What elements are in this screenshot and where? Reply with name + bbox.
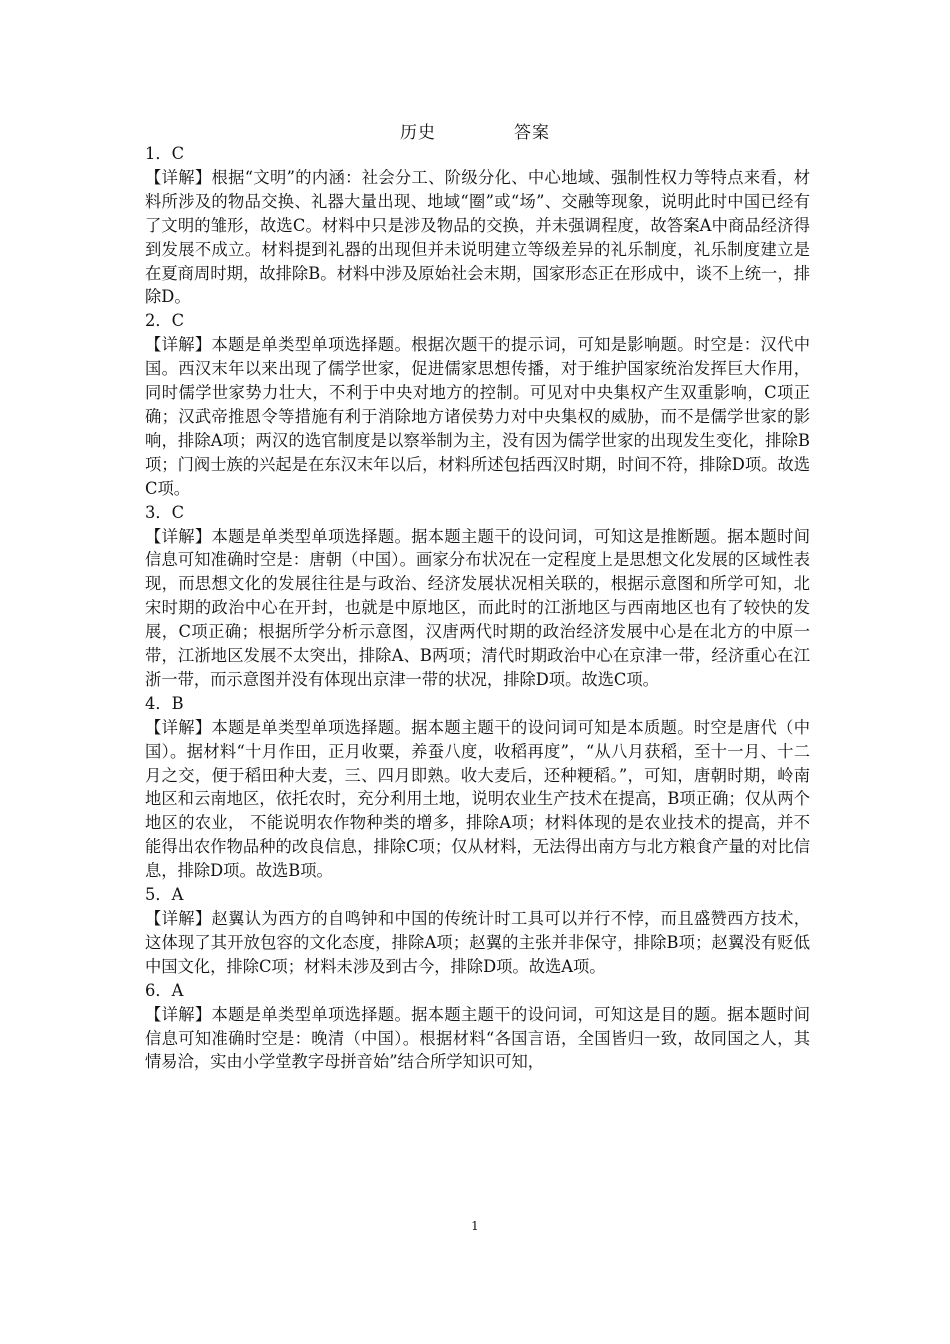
question-number: 6．A — [145, 980, 184, 1000]
question-2 — [145, 309, 810, 500]
question-explanation: 【详解】本题是单类型单项选择题。据本题主题干的设问词，可知这是推断题。据本题时间信息可知准确时空是：唐朝（中国）。画家分布状况在一定程度上是思想文化发展的区域性表现，而思想文化的发展往往是与政治、经济发展状况相关联的，根据示意图和所学可知，北宋时期的政治中心在开封，也就是中原地区，而此时的江浙地区与西南地区也有了较快的发展，C项正确；根据所学分析示意图，汉唐两代时期的政治经济发展中心是在北方的中原一带，江浙地区发展不太突出，排除A、B两项；清代时期政治中心在京津一带，经济重心在江浙一带，而示意图并没有体现出京津一带的状况，排除D项。故选C项。 — [145, 526, 810, 689]
question-number: 2．C — [145, 311, 185, 331]
question-explanation: 【详解】本题是单类型单项选择题。据本题主题干的设问词，可知这是目的题。据本题时间信息可知准确时空是：晚清（中国）。根据材料“各国言语，全国皆归一致，故同国之人，其情易洽，实由小学堂教字母拼音始”结合所学知识可知， — [145, 1004, 810, 1072]
question-number: 5．A — [145, 885, 184, 905]
question-number: 1．C — [145, 144, 185, 163]
question-explanation: 【详解】本题是单类型单项选择题。据本题主题干的设问词可知是本质题。时空是唐代（中国）。据材料“十月作田，正月收粟，养蚕八度，收稻再度”，“从八月获稻，至十一月、十二月之交，便于稻田种大麦，三、四月即熟。收大麦后，还种粳稻。”，可知，唐朝时期，岭南地区和云南地区，依托农时，充分利用土地，说明农业生产技术在提高，B项正确；仅从两个地区的农业， 不能说明农作物种类的增多，排除A项；材料体现的是农业技术的提高，并不能得出农作物品种的改良信息，排除C项；仅从材料，无法得出南方与北方粮食产量的对比信息，排除D项。故选B项。 — [145, 717, 810, 881]
question-6 — [145, 979, 810, 1075]
question-number: 4．B — [145, 693, 184, 713]
question-5 — [145, 883, 810, 979]
question-explanation: 【详解】根据“文明”的内涵：社会分工、阶级分化、中心地域、强制性权力等特点来看，材料所涉及的物品交换、礼器大量出现、地域“圈”或“场”、交融等现象，说明此时中国已经有了文明的雏形，故选C。材料中只是涉及物品的交换，并未强调程度，故答案A中商品经济得到发展不成立。材料提到礼器的出现但并未说明建立等级差异的礼乐制度，礼乐制度建立是在夏商周时期，故排除B。材料中涉及原始社会末期，国家形态正在形成中，谈不上统一，排除D。 — [145, 167, 810, 307]
answer-content — [145, 142, 810, 1074]
page-title — [0, 118, 950, 143]
title-label: 答案 — [514, 123, 550, 143]
question-number: 3．C — [145, 502, 185, 522]
title-subject: 历史 — [400, 123, 436, 143]
question-explanation: 【详解】赵翼认为西方的自鸣钟和中国的传统计时工具可以并行不悖，而且盛赞西方技术，这体现了其开放包容的文化态度，排除A项；赵翼的主张并非保守，排除B项；赵翼没有贬低中国文化，排除C项；材料未涉及到古今，排除D项。故选A项。 — [145, 909, 810, 976]
question-1 — [145, 142, 810, 309]
question-explanation: 【详解】本题是单类型单项选择题。根据次题干的提示词，可知是影响题。时空是：汉代中国。西汉末年以来出现了儒学世家，促进儒家思想传播，对于维护国家统治发挥巨大作用，同时儒学世家势力壮大，不利于中央对地方的控制。可见对中央集权产生双重影响，C项正确；汉武帝推恩令等措施有利于消除地方诸侯势力对中央集权的威胁，而不是儒学世家的影响，排除A项；两汉的选官制度是以察举制为主，没有因为儒学世家的出现发生变化，排除B项；门阀士族的兴起是在东汉末年以后，材料所述包括西汉时期，时间不符，排除D项。故选C项。 — [145, 335, 810, 498]
question-4 — [145, 692, 810, 883]
question-3 — [145, 501, 810, 692]
page-number: 1 — [471, 1219, 479, 1233]
